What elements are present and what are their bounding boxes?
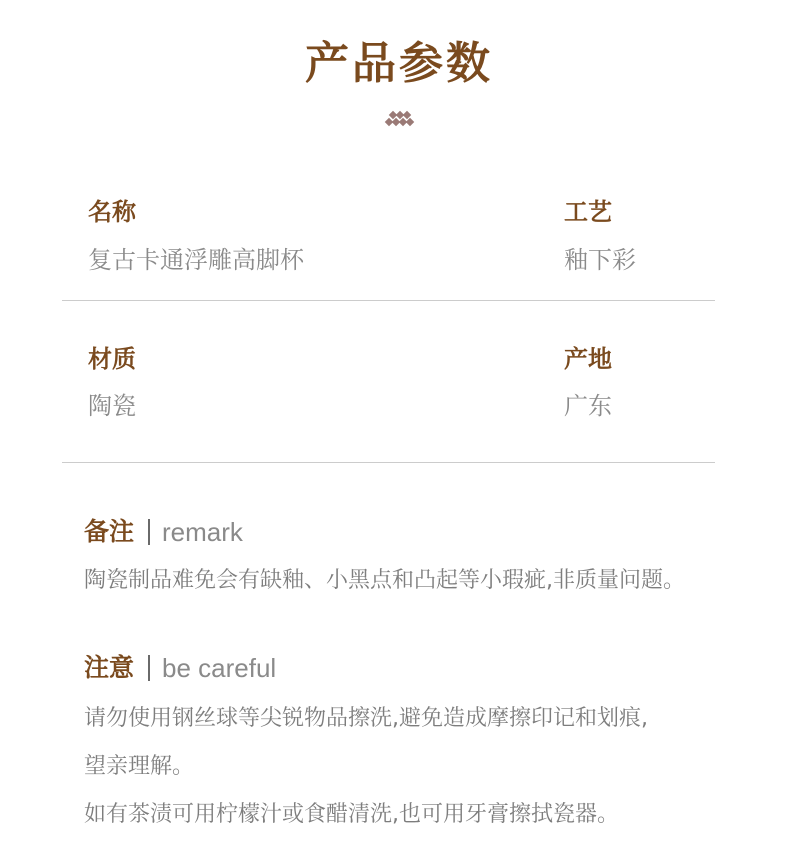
param-value-material: 陶瓷 [88,392,136,420]
param-label-name: 名称 [88,198,136,226]
remark-title-en: remark [162,517,243,547]
divider [62,462,715,463]
careful-text-line: 请勿使用钢丝球等尖锐物品擦洗,避免造成摩擦印记和划痕, [84,706,648,731]
remark-heading [84,516,243,548]
param-label-origin: 产地 [564,345,612,373]
param-value-origin: 广东 [564,392,612,420]
param-label-material: 材质 [88,345,136,373]
remark-title-zh: 备注 [84,517,135,546]
careful-title-en: be careful [162,653,277,683]
param-value-name: 复古卡通浮雕高脚杯 [88,246,304,274]
remark-text: 陶瓷制品难免会有缺釉、小黑点和凸起等小瑕疵,非质量问题。 [84,568,685,593]
careful-title-zh: 注意 [84,653,135,682]
param-value-craft: 釉下彩 [564,246,636,274]
diamond-cluster-icon [384,110,416,130]
page-title: 产品参数 [305,38,493,89]
careful-text-line: 如有茶渍可用柠檬汁或食醋清洗,也可用牙膏擦拭瓷器。 [84,802,619,827]
careful-text-line: 望亲理解。 [84,754,195,779]
divider [62,300,715,301]
careful-heading [84,652,276,684]
separator-bar [148,655,150,681]
param-label-craft: 工艺 [564,198,612,226]
separator-bar [148,519,150,545]
